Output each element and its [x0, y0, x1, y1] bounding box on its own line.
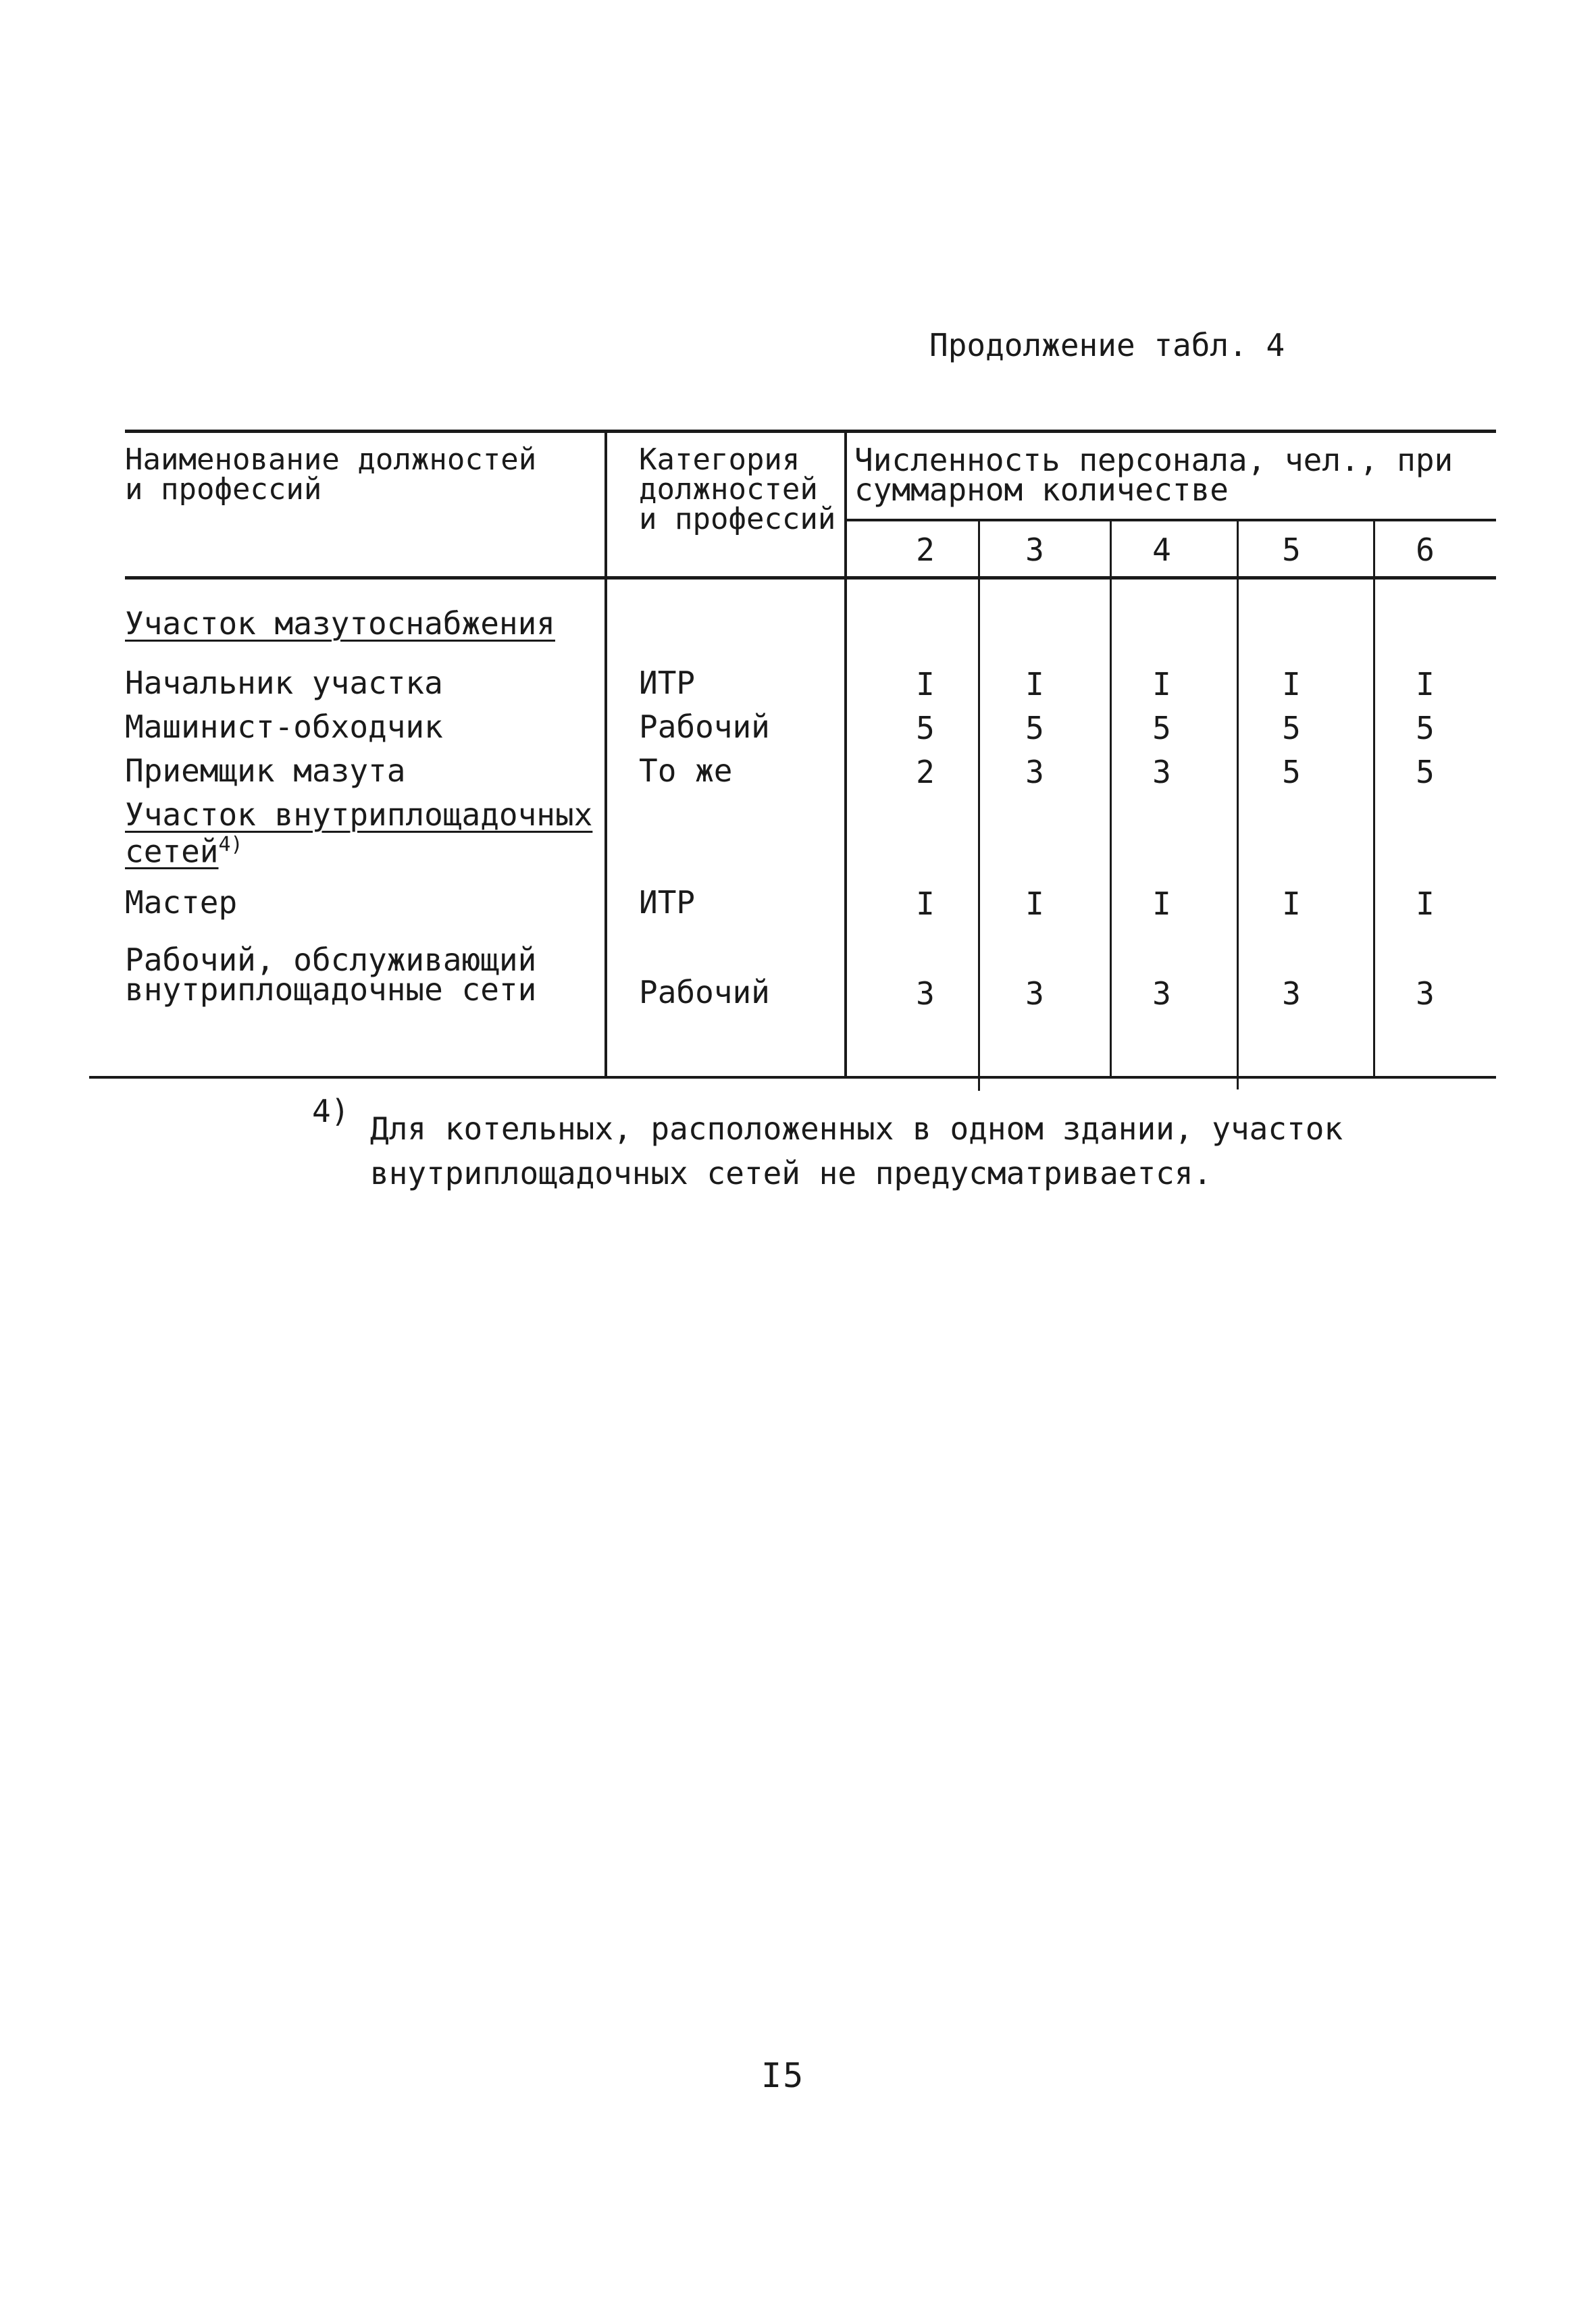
row-value-5: 5: [1282, 754, 1301, 790]
col-divider-category: [844, 430, 847, 1076]
row-category: ИТР: [639, 665, 696, 701]
counts-header-rule: [844, 519, 1496, 521]
header-category-line2: должностей: [639, 472, 818, 507]
row-value-3: I: [1025, 885, 1044, 922]
footnote-line2: внутриплощадочных сетей не предусматривается.: [370, 1155, 1212, 1191]
row-value-6: 5: [1416, 710, 1435, 746]
row-value-4: 3: [1152, 754, 1171, 790]
row-value-5: I: [1282, 885, 1301, 922]
row-value-3: I: [1025, 666, 1044, 702]
table-bottom-rule: [89, 1076, 1496, 1079]
row-name-line2: внутриплощадочные сети: [125, 971, 537, 1008]
row-value-5: 3: [1282, 975, 1301, 1012]
col-divider-5-6: [1373, 520, 1375, 1076]
header-count-line2: суммарном количестве: [854, 471, 1229, 508]
row-value-5: 5: [1282, 710, 1301, 746]
section-title-site-networks-line1: Участок внутриплощадочных: [125, 796, 593, 833]
row-value-4: 3: [1152, 975, 1171, 1012]
footnote-line1: Для котельных, расположенных в одном здании, участок: [370, 1110, 1343, 1147]
row-value-3: 3: [1025, 754, 1044, 790]
section-title-fuel-oil: Участок мазутоснабжения: [125, 605, 555, 642]
row-value-4: I: [1152, 666, 1171, 702]
table-caption: Продолжение табл. 4: [929, 327, 1285, 363]
row-category: ИТР: [639, 884, 696, 921]
header-category-line1: Категория: [639, 442, 800, 477]
col-divider-4-5: [1237, 520, 1239, 1089]
row-value-4: 5: [1152, 710, 1171, 746]
row-value-3: 3: [1025, 975, 1044, 1012]
header-category-line3: и профессий: [639, 502, 836, 536]
row-value-2: I: [916, 666, 935, 702]
row-value-5: I: [1282, 666, 1301, 702]
row-name: Приемщик мазута: [125, 752, 406, 789]
count-header-6: 6: [1416, 532, 1435, 568]
row-name: Мастер: [125, 884, 238, 921]
row-name: Машинист-обходчик: [125, 709, 443, 745]
count-header-4: 4: [1152, 532, 1171, 568]
count-header-2: 2: [916, 532, 935, 568]
header-count-line1: Численность персонала, чел., при: [854, 442, 1453, 478]
row-value-6: 3: [1416, 975, 1435, 1012]
row-value-2: 2: [916, 754, 935, 790]
section-title-site-networks-word: сетей: [125, 833, 219, 870]
row-value-4: I: [1152, 885, 1171, 922]
col-divider-3-4: [1110, 520, 1112, 1076]
row-category: Рабочий: [639, 709, 770, 745]
table-top-rule: [125, 430, 1496, 433]
count-header-3: 3: [1025, 532, 1044, 568]
row-name: Начальник участка: [125, 665, 443, 701]
row-name-line1: Рабочий, обслуживающий: [125, 942, 537, 978]
row-value-2: 3: [916, 975, 935, 1012]
row-value-6: I: [1416, 885, 1435, 922]
row-value-6: 5: [1416, 754, 1435, 790]
header-name-line2: и профессий: [125, 472, 322, 507]
col-divider-name: [604, 430, 607, 1076]
row-category: Рабочий: [639, 974, 770, 1010]
row-value-6: I: [1416, 666, 1435, 702]
col-divider-2-3: [978, 520, 980, 1091]
page-number: I5: [761, 2056, 805, 2095]
row-category: То же: [639, 752, 733, 789]
header-name-line1: Наименование должностей: [125, 442, 537, 477]
header-bottom-rule: [125, 576, 1496, 580]
row-value-2: I: [916, 885, 935, 922]
footnote-mark: 4): [312, 1093, 350, 1129]
row-value-3: 5: [1025, 710, 1044, 746]
footnote-ref: 4): [218, 833, 243, 856]
count-header-5: 5: [1282, 532, 1301, 568]
row-value-2: 5: [916, 710, 935, 746]
section-title-site-networks-line2: [125, 829, 243, 870]
